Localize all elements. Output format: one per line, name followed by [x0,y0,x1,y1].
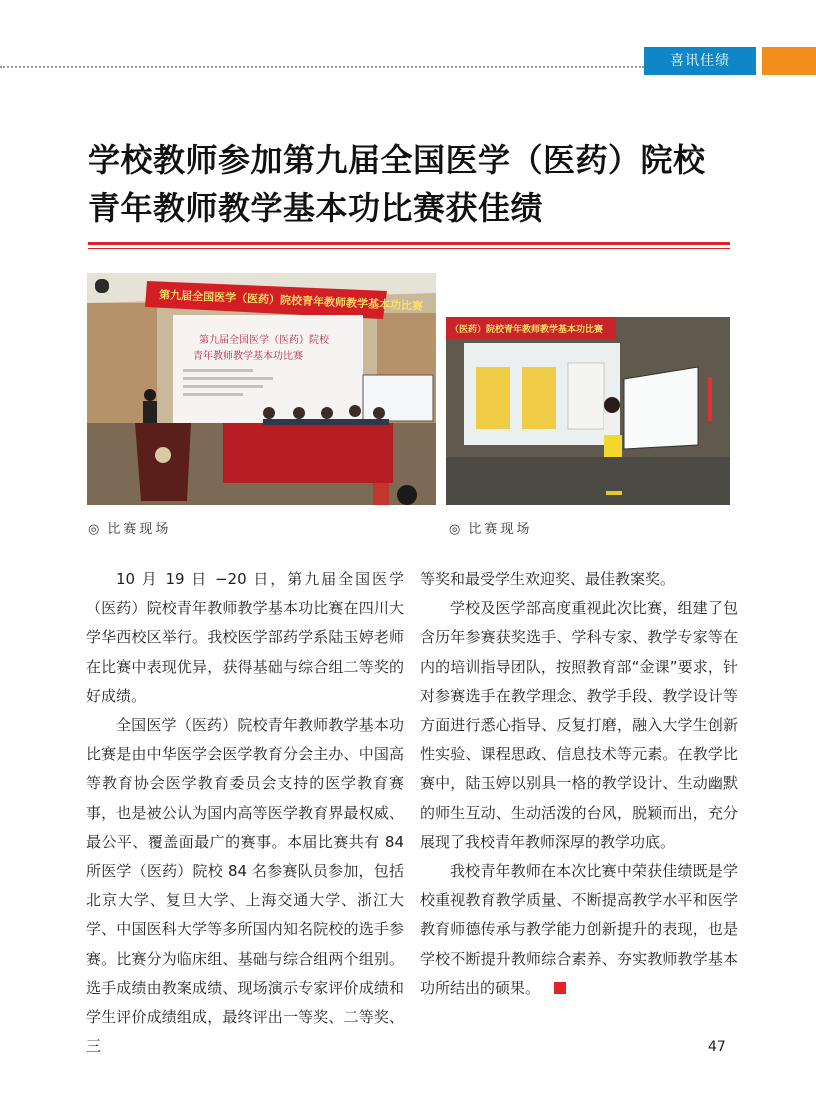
title-line-1: 学校教师参加第九届全国医学（医药）院校 [88,141,706,179]
section-tag: 喜讯佳绩 [644,47,756,75]
title-rule-thick [88,242,730,245]
caption-marker-icon: ◎ [449,522,461,537]
title-rule-thin [88,248,730,249]
photo1-banner-text: 第九届全国医学（医药）院校青年教师教学基本功比赛 [158,288,424,313]
header-dotted-line [0,66,644,68]
competition-photo-1-drawing [87,273,436,505]
title-line-2: 青年教师教学基本功比赛获佳绩 [88,189,544,227]
photo-caption-1 [88,518,171,537]
photo1-screen-line1: 第九届全国医学（医药）院校 [199,335,329,346]
section-tag-accent [762,47,816,75]
photo2-banner-text: （医药）院校青年教师教学基本功比赛 [450,325,604,335]
article-paragraph: 10 月 19 日 −20 日，第九届全国医学（医药）院校青年教师教学基本功比赛在四川大学华西校区举行。我校医学部药学系陆玉婷老师在比赛中表现优异，获得基础与综合组二等奖的好成绩。 [86,570,404,705]
article-paragraph-final [420,857,738,1003]
article-column-right [420,565,738,1003]
caption-text: 比赛现场 [468,522,533,537]
article-paragraph-text: 我校青年教师在本次比赛中荣获佳绩既是学校重视教育教学质量、不断提高教学水平和医学教育师德传承与教学能力创新提升的表现，也是学校不断提升教师综合素养、夯实教师教学基本功所结出的硕果。 [420,862,738,997]
article-paragraph: 学校及医学部高度重视此次比赛，组建了包含历年参赛获奖选手、学科专家、教学专家等在内的培训指导团队，按照教育部“金课”要求，针对参赛选手在教学理念、教学手段、教学设计等方面进行悉心指导、反复打磨，融入大学生创新性实验、课程思政、信息技术等元素。在教学比赛中，陆玉婷以别具一格的教学设计、生动幽默的师生互动、生动活泼的台风，脱颖而出，充分展现了我校青年教师深厚的教学功底。 [420,599,738,851]
competition-photo-2-drawing [446,317,730,505]
page-number: 47 [708,1039,726,1055]
article-paragraph: 等奖和最受学生欢迎奖、最佳教案奖。 [420,570,676,588]
end-of-article-icon [554,982,566,994]
photo-caption-2 [449,518,532,537]
competition-photo-1 [87,273,436,505]
article-paragraph: 全国医学（医药）院校青年教师教学基本功比赛是由中华医学会医学教育分会主办、中国高等教育协会医学教育委员会支持的医学教育赛事，也是被公认为国内高等医学教育界最权威、最公平、覆盖面最广的赛事。本届比赛共有 84 所医学（医药）院校 84 名参赛队员参加，包括北京大学、复旦大学、上海交通大学、浙江大学、中国医科大学等多所国内知名院校的选手参赛。比赛分为临床组、基础与综合组两个组别。选手成绩由教案成绩、现场演示专家评价成绩和学生评价成绩组成，最终评出一等奖、二等奖、三 [86,716,404,1056]
article-title [88,136,748,232]
article-column-left [86,565,404,1061]
competition-photo-2 [446,317,730,505]
caption-marker-icon: ◎ [88,522,100,537]
caption-text: 比赛现场 [107,522,172,537]
photo1-screen-line2: 青年教师教学基本功比赛 [193,351,303,362]
